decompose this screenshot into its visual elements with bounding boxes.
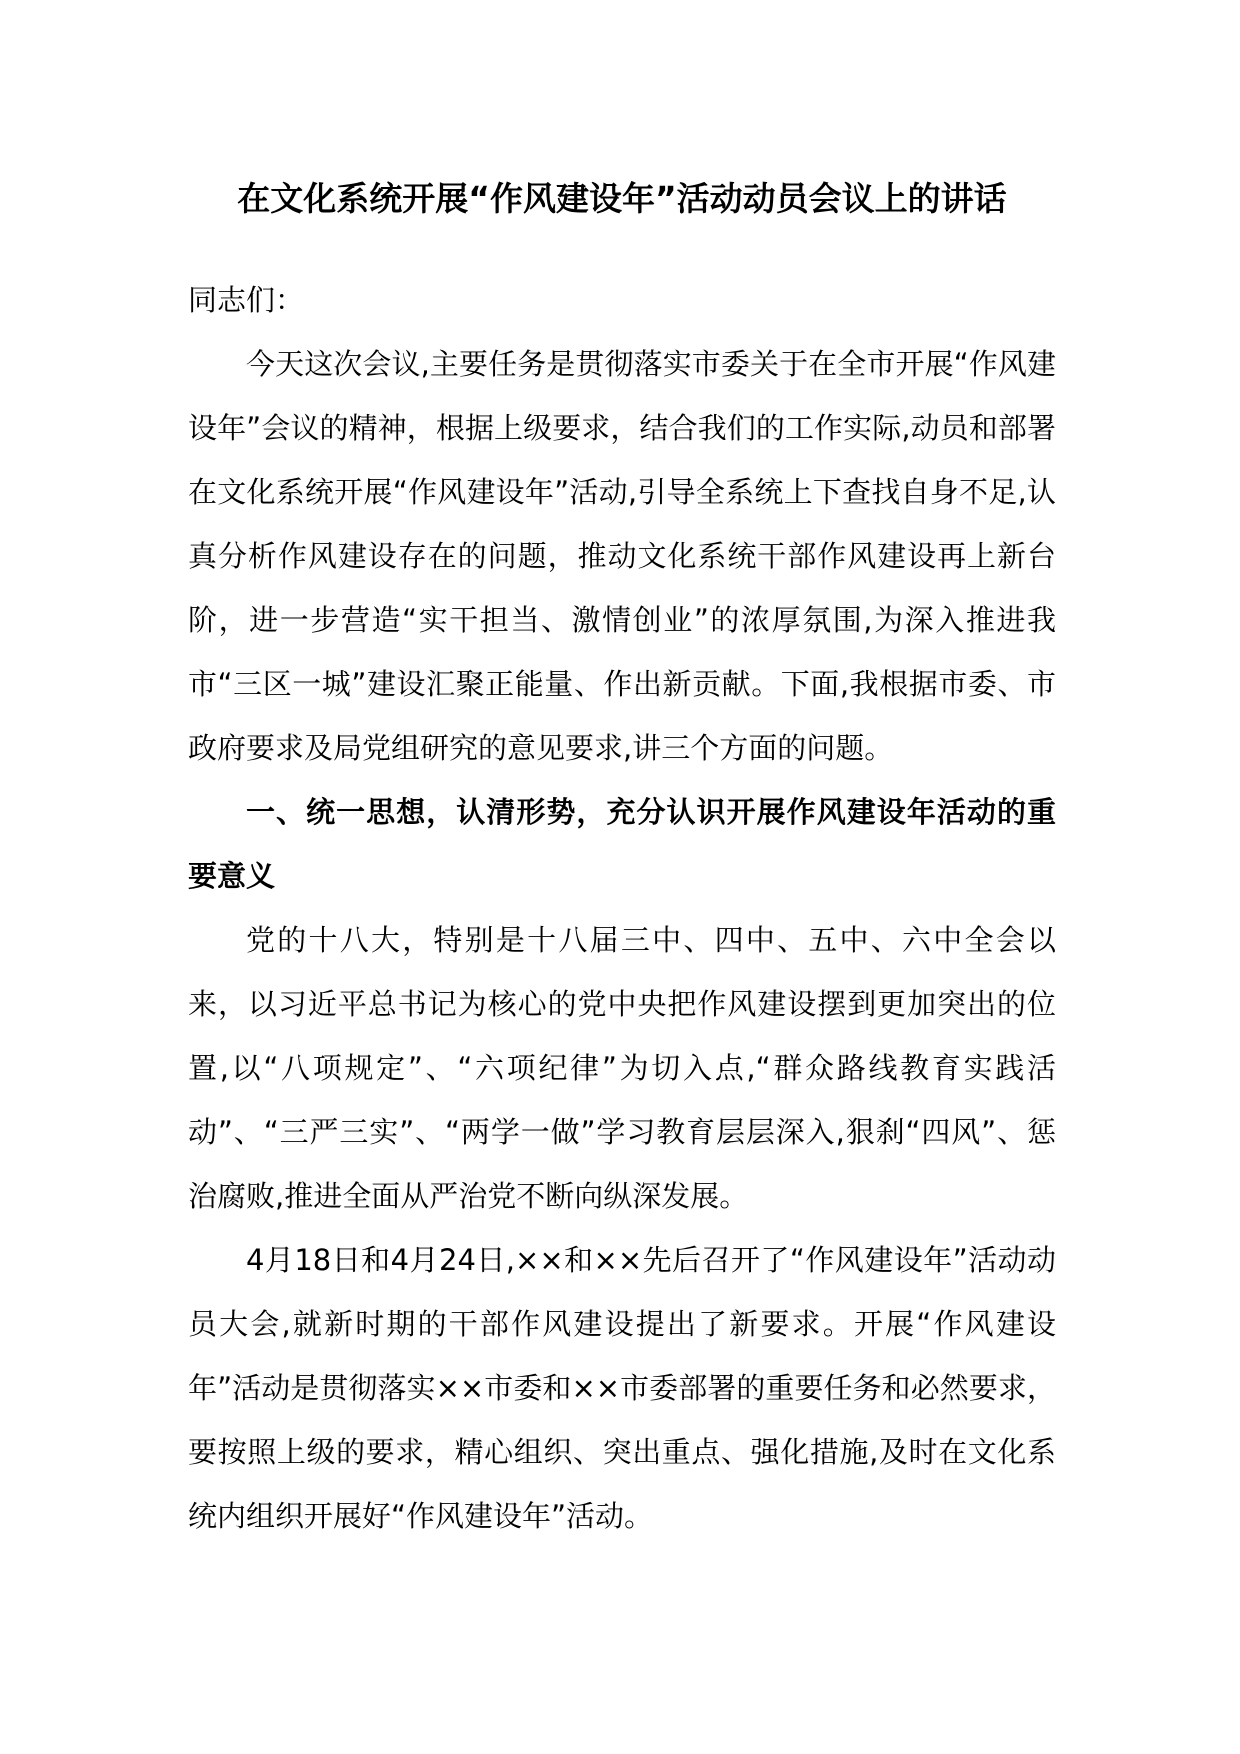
section-paragraph-1: 党的十八大，特别是十八届三中、四中、五中、六中全会以来，以习近平总书记为核心的党中央把作风建设摆到更加突出的位置,以“八项规定”、“六项纪律”为切入点,“群众路线教育实践活动”、“三严三实”、“两学一做”学习教育层层深入,狠刹“四风”、惩治腐败,推进全面从严治党不断向纵深发展。 [188,923,1056,1213]
intro-paragraph: 今天这次会议,主要任务是贯彻落实市委关于在全市开展“作风建设年”会议的精神，根据上级要求，结合我们的工作实际,动员和部署在文化系统开展“作风建设年”活动,引导全系统上下查找自身不足,认真分析作风建设存在的问题，推动文化系统干部作风建设再上新台阶，进一步营造“实干担当、激情创业”的浓厚氛围,为深入推进我市“三区一城”建设汇聚正能量、作出新贡献。下面,我根据市委、市政府要求及局党组研究的意见要求,讲三个方面的问题。 [188,347,1056,765]
section-heading: 一、统一思想，认清形势，充分认识开展作风建设年活动的重要意义 [188,795,1056,893]
salutation: 同志们： [188,283,305,317]
document-title: 在文化系统开展“作风建设年”活动动员会议上的讲话 [237,179,1007,218]
document-body [188,170,1056,1548]
section-paragraph-2: 4月18日和4月24日,××和××先后召开了“作风建设年”活动动员大会,就新时期的干部作风建设提出了新要求。开展“作风建设年”活动是贯彻落实××市委和××市委部署的重要任务和必然要求，要按照上级的要求，精心组织、突出重点、强化措施,及时在文化系统内组织开展好“作风建设年”活动。 [188,1243,1056,1533]
